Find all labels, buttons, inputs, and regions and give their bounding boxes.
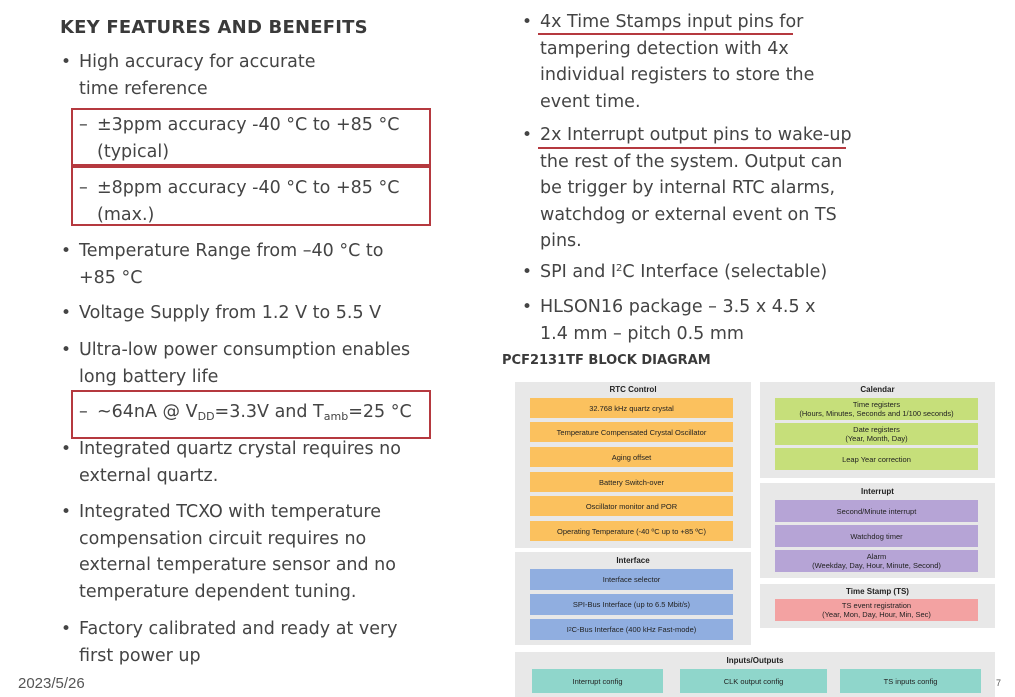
bullet-text-line: 2x Interrupt output pins to wake-up bbox=[540, 125, 852, 145]
block-text: C-Bus Interface (400 kHz Fast-mode) bbox=[571, 625, 697, 634]
panel-title: Interface bbox=[616, 556, 650, 565]
bullet-text-line: event time. bbox=[540, 91, 641, 112]
section-heading: KEY FEATURES AND BENEFITS bbox=[60, 17, 368, 38]
sub-bullet-line: (max.) bbox=[97, 204, 155, 225]
sub-bullet-typical bbox=[79, 112, 400, 165]
spi-text: SPI and I bbox=[540, 262, 617, 282]
bullet-timestamps bbox=[522, 9, 815, 115]
bullet-dot: • bbox=[61, 52, 72, 72]
vdd-subscript: DD bbox=[197, 410, 215, 423]
i2c-superscript: 2 bbox=[616, 263, 623, 274]
leap-year-block: Leap Year correction bbox=[775, 448, 978, 470]
bullet-dot: • bbox=[61, 439, 72, 459]
ts-inputs-config-block: TS inputs config bbox=[840, 669, 981, 693]
alarm-block bbox=[775, 550, 978, 572]
sub-bullet-max bbox=[79, 175, 400, 228]
panel-title: Interrupt bbox=[861, 487, 894, 496]
dash-marker: – bbox=[79, 402, 88, 422]
rtc-control-panel bbox=[515, 382, 751, 548]
bullet-text-line: the rest of the system. Output can bbox=[540, 151, 843, 172]
bullet-voltage bbox=[61, 300, 382, 327]
spi-bus-block: SPI-Bus Interface (up to 6.5 Mbit/s) bbox=[530, 594, 733, 615]
bullet-text-line: temperature dependent tuning. bbox=[79, 581, 357, 602]
diagram-title: PCF2131TF BLOCK DIAGRAM bbox=[502, 353, 711, 368]
bullet-dot: • bbox=[522, 12, 533, 32]
sub-bullet-current bbox=[79, 399, 412, 431]
bullet-interrupt bbox=[522, 122, 852, 255]
bullet-text-line: pins. bbox=[540, 231, 582, 251]
block-line: TS event registration bbox=[841, 601, 912, 610]
sub-bullet-line: ±3ppm accuracy -40 °C to +85 °C bbox=[97, 115, 400, 135]
bullet-package bbox=[522, 294, 816, 347]
bullet-text-line: Voltage Supply from 1.2 V to 5.5 V bbox=[79, 303, 382, 323]
bullet-dot: • bbox=[61, 502, 72, 522]
bullet-text-line: Temperature Range from –40 °C to bbox=[79, 241, 384, 261]
block-line: Time registers bbox=[852, 400, 901, 409]
inputs-outputs-panel bbox=[515, 652, 995, 697]
bullet-text-line: watchdog or external event on TS bbox=[540, 204, 837, 225]
panel-title: RTC Control bbox=[609, 385, 657, 394]
bullet-power bbox=[61, 337, 411, 390]
block-line: Date registers bbox=[853, 425, 900, 434]
bullet-text-line: 1.4 mm – pitch 0.5 mm bbox=[540, 323, 744, 344]
bullet-text-line: time reference bbox=[79, 78, 208, 99]
sub-bullet-line: ±8ppm accuracy -40 °C to +85 °C bbox=[97, 178, 400, 198]
bullet-quartz bbox=[61, 436, 401, 489]
footer-date: 2023/5/26 bbox=[18, 675, 85, 692]
bullet-spi bbox=[522, 259, 828, 286]
date-registers-block bbox=[775, 423, 978, 445]
bullet-text-line: High accuracy for accurate bbox=[79, 52, 316, 72]
operating-temp-block: Operating Temperature (-40 ºC up to +85 ºC) bbox=[530, 521, 733, 541]
block-text: I bbox=[566, 625, 569, 634]
bullet-text-line: long battery life bbox=[79, 366, 219, 387]
calendar-panel bbox=[760, 382, 995, 478]
bullet-text-line: Ultra-low power consumption enables bbox=[79, 340, 411, 360]
interface-panel bbox=[515, 552, 751, 645]
block-line: (Year, Month, Day) bbox=[845, 434, 908, 443]
second-minute-interrupt-block: Second/Minute interrupt bbox=[775, 500, 978, 522]
interface-selector-block: Interface selector bbox=[530, 569, 733, 590]
tcxo-block: Temperature Compensated Crystal Oscillator bbox=[530, 422, 733, 442]
bullet-temperature bbox=[61, 238, 384, 291]
red-underline bbox=[538, 147, 846, 149]
panel-title: Calendar bbox=[860, 385, 895, 394]
watchdog-timer-block: Watchdog timer bbox=[775, 525, 978, 547]
bullet-dot: • bbox=[61, 619, 72, 639]
bullet-dot: • bbox=[522, 297, 533, 317]
current-text: =25 °C bbox=[348, 402, 412, 422]
panel-title: Inputs/Outputs bbox=[726, 656, 784, 665]
bullet-tcxo bbox=[61, 499, 396, 605]
block-line: Alarm bbox=[866, 552, 887, 561]
red-underline bbox=[538, 33, 793, 35]
bullet-text-line: 4x Time Stamps input pins for bbox=[540, 12, 804, 32]
page-number: 7 bbox=[996, 678, 1002, 688]
bullet-factory bbox=[61, 616, 398, 669]
bullet-text-line: external temperature sensor and no bbox=[79, 555, 396, 575]
dash-marker: – bbox=[79, 115, 88, 135]
bullet-text-line: HLSON16 package – 3.5 x 4.5 x bbox=[540, 297, 816, 317]
block-line: (Hours, Minutes, Seconds and 1/100 seconds) bbox=[799, 409, 954, 418]
battery-switch-block: Battery Switch-over bbox=[530, 472, 733, 492]
tamb-subscript: amb bbox=[323, 410, 349, 423]
bullet-text-line: +85 °C bbox=[79, 267, 143, 288]
quartz-crystal-block: 32.768 kHz quartz crystal bbox=[530, 398, 733, 418]
bullet-text-line: Integrated quartz crystal requires no bbox=[79, 439, 401, 459]
spi-text: C Interface (selectable) bbox=[622, 262, 828, 282]
sub-bullet-line: (typical) bbox=[97, 141, 170, 162]
block-line: (Year, Mon, Day, Hour, Min, Sec) bbox=[822, 610, 931, 619]
interrupt-config-block: Interrupt config bbox=[532, 669, 663, 693]
bullet-accuracy bbox=[61, 49, 316, 102]
bullet-dot: • bbox=[522, 125, 533, 145]
bullet-dot: • bbox=[61, 303, 72, 323]
oscillator-monitor-block: Oscillator monitor and POR bbox=[530, 496, 733, 516]
bullet-text-line: compensation circuit requires no bbox=[79, 528, 367, 549]
bullet-text-line: individual registers to store the bbox=[540, 65, 815, 85]
bullet-dot: • bbox=[522, 262, 533, 282]
timestamp-panel bbox=[760, 584, 995, 628]
time-registers-block bbox=[775, 398, 978, 420]
block-line: (Weekday, Day, Hour, Minute, Second) bbox=[812, 561, 941, 570]
bullet-dot: • bbox=[61, 340, 72, 360]
bullet-dot: • bbox=[61, 241, 72, 261]
bullet-text-line bbox=[540, 259, 827, 286]
aging-offset-block: Aging offset bbox=[530, 447, 733, 467]
bullet-text-line: first power up bbox=[79, 645, 201, 666]
panel-title: Time Stamp (TS) bbox=[846, 587, 909, 596]
i2c-bus-block: I 2 C-Bus Interface (400 kHz Fast-mode) bbox=[530, 619, 733, 640]
sub-bullet-line bbox=[97, 399, 412, 431]
bullet-text-line: Factory calibrated and ready at very bbox=[79, 619, 398, 639]
clk-output-config-block: CLK output config bbox=[680, 669, 827, 693]
bullet-text-line: Integrated TCXO with temperature bbox=[79, 502, 381, 522]
bullet-text-line: be trigger by internal RTC alarms, bbox=[540, 178, 836, 198]
current-text: ~64nA @ V bbox=[97, 402, 198, 422]
interrupt-panel bbox=[760, 483, 995, 578]
ts-event-block bbox=[775, 599, 978, 621]
bullet-text-line: tampering detection with 4x bbox=[540, 38, 789, 59]
bullet-text-line: external quartz. bbox=[79, 465, 219, 486]
current-text: =3.3V and T bbox=[214, 402, 324, 422]
dash-marker: – bbox=[79, 178, 88, 198]
